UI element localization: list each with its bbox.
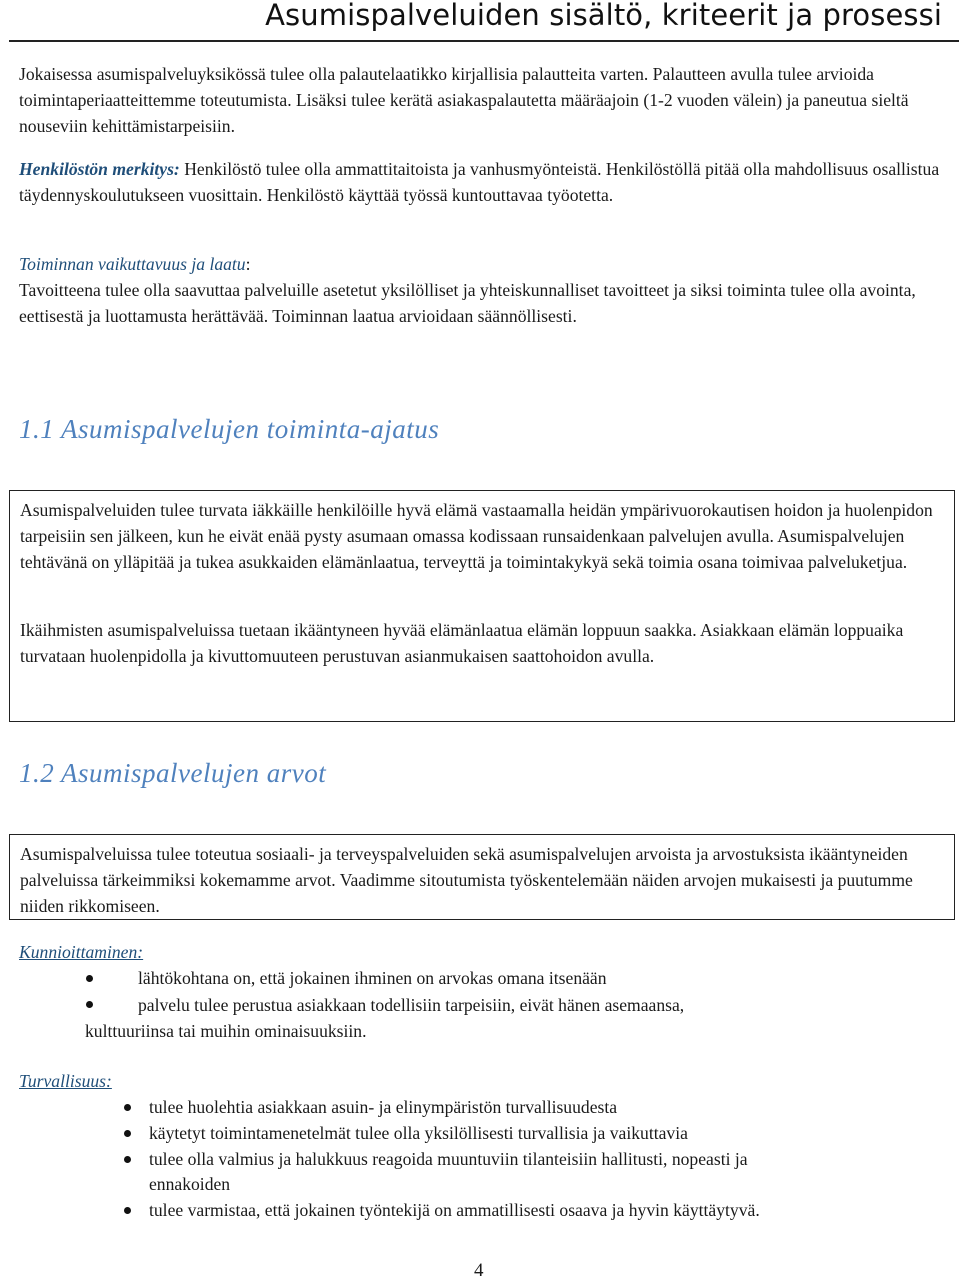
section-1-1-box xyxy=(9,490,955,722)
page-number: 4 xyxy=(474,1260,484,1281)
section-1-1-paragraph-1: Asumispalveluiden tulee turvata iäkkäille henkilöille hyvä elämä vastaamalla heidän ympärivuorokautisen hoidon ja huolenpidon tarpeisiin sen jälkeen, kun he eivät enää pysty asumaan omassa kodissaan runsaidenkaan palvelujen avulla. Asumispalvelujen tehtävänä on ylläpitää ja tukea asukkaiden elämänlaatua, terveyttä ja toimintakykyä sekä toimia osana toimivaa palveluketjua. xyxy=(20,500,933,572)
bullet-icon xyxy=(124,1130,131,1137)
safety-item-2: käytetyt toimintamenetelmät tulee olla yksilöllisesti turvallisia ja vaikuttavia xyxy=(149,1123,688,1143)
safety-item-3: tulee olla valmius ja halukkuus reagoida muuntuviin tilanteisiin hallitusti, nopeasti ja xyxy=(149,1149,748,1169)
section-heading-1-2: 1.2 Asumispalvelujen arvot xyxy=(19,758,327,788)
safety-item-4: tulee varmistaa, että jokainen työntekijä on ammatillisesti osaava ja hyvin käyttäytyvä. xyxy=(149,1200,760,1220)
section-1-2-box xyxy=(9,834,955,920)
intro-paragraph: Jokaisessa asumispalveluyksikössä tulee olla palautelaatikko kirjallisia palautteita varten. Palautteen avulla tulee arvioida toimintaperiaatteittemme toteutumista. Lisäksi tulee kerätä asiakaspalautetta määräajoin (1-2 vuoden välein) ja paneutua sieltä nouseviin kehittämistarpeisiin. xyxy=(19,64,909,136)
respect-heading: Kunnioittaminen: xyxy=(19,942,144,962)
quality-heading: Toiminnan vaikuttavuus ja laatu xyxy=(19,254,246,274)
staff-text: Henkilöstö tulee olla ammattitaitoista ja vanhusmyönteistä. Henkilöstöllä pitää olla mahdollisuus osallistua täydennyskoulutukseen vuosittain. Henkilöstö käyttää työssä kuntouttavaa työotetta. xyxy=(19,159,940,205)
bullet-icon xyxy=(124,1156,131,1163)
staff-paragraph xyxy=(19,157,944,209)
section-1-1-paragraph-2: Ikäihmisten asumispalveluissa tuetaan ikääntyneen hyvää elämänlaatua elämän loppuun saakka. Asiakkaan elämän loppuaika turvataan huolenpidolla ja kivuttomuuteen perustuvan asianmukaisen saattohoidon avulla. xyxy=(20,620,904,666)
bullet-icon xyxy=(86,1001,93,1008)
bullet-icon xyxy=(124,1104,131,1111)
safety-item-1: tulee huolehtia asiakkaan asuin- ja elinympäristön turvallisuudesta xyxy=(149,1097,618,1117)
quality-paragraph xyxy=(19,252,944,329)
quality-text: Tavoitteena tulee olla saavuttaa palveluille asetetut yksilölliset ja yhteiskunnalliset tavoitteet ja siksi toiminta tulee olla avointa, eettisestä ja luottamusta herättävää. Toiminnan laatua arvioidaan säännöllisesti. xyxy=(19,279,916,326)
header-divider xyxy=(9,40,959,42)
staff-heading: Henkilöstön merkitys: xyxy=(19,159,180,179)
safety-heading: Turvallisuus: xyxy=(19,1071,112,1091)
respect-item-2: palvelu tulee perustua asiakkaan todellisiin tarpeisiin, eivät hänen asemaansa, xyxy=(138,995,685,1015)
quality-heading-colon: : xyxy=(245,254,251,274)
safety-item-3-continuation: ennakoiden xyxy=(149,1174,231,1194)
bullet-icon xyxy=(124,1207,131,1214)
bullet-icon xyxy=(86,975,93,982)
section-heading-1-1: 1.1 Asumispalvelujen toiminta-ajatus xyxy=(19,414,440,444)
respect-item-1: lähtökohtana on, että jokainen ihminen on arvokas omana itsenään xyxy=(138,968,607,988)
respect-item-2-continuation: kulttuuriinsa tai muihin ominaisuuksiin. xyxy=(85,1021,367,1041)
section-1-2-paragraph: Asumispalveluissa tulee toteutua sosiaali- ja terveyspalveluiden sekä asumispalvelujen arvoista ja arvostuksista ikääntyneiden palveluissa tärkeimmiksi kokemamme arvot. Vaadimme sitoutumista työskentelemään näiden arvojen mukaisesti ja puutumme niiden rikkomiseen. xyxy=(20,844,913,916)
page-header-title: Asumispalveluiden sisältö, kriteerit ja prosessi xyxy=(265,0,942,32)
